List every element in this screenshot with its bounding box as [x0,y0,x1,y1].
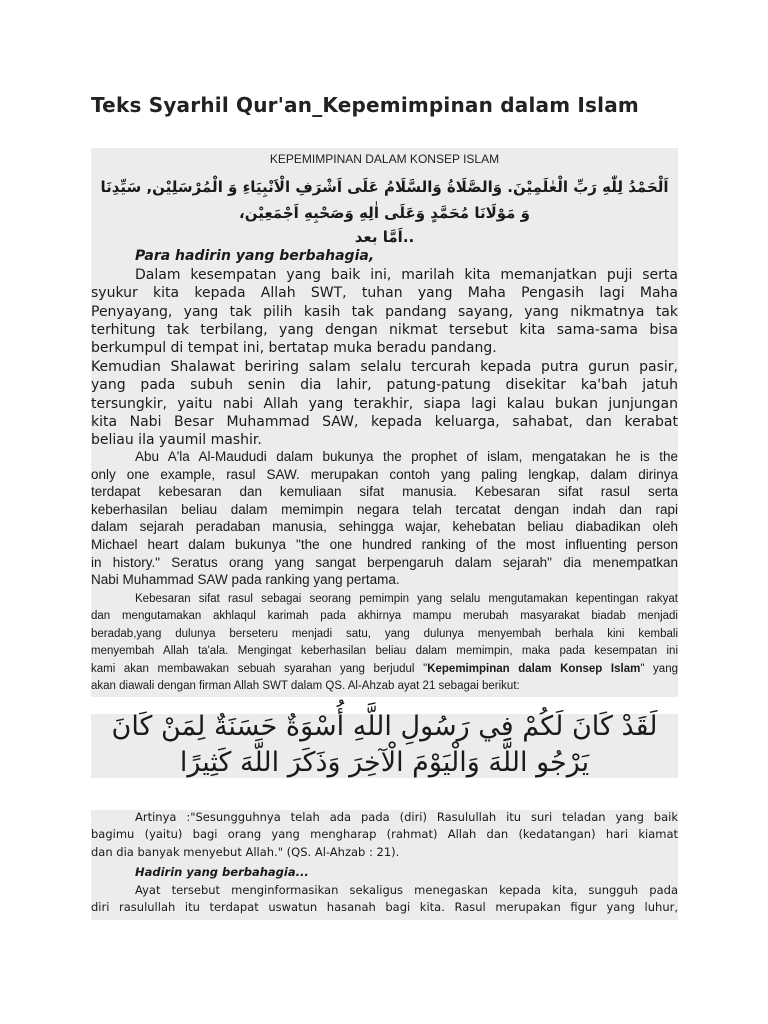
text-line: menyembah Allah ta'ala. Mengingat keberhasilan beliau dalam memimpin, maka pada kesempatan ini [91,645,678,658]
text-line: berkumpul di tempat ini, bertatap muka beradu pandang. [91,340,497,357]
document-title: Teks Syarhil Qur'an_Kepemimpinan dalam Islam [91,93,639,117]
paragraph-ayat [91,882,678,917]
quran-verse-line-1: لَقَدْ كَانَ لَكُمْ فِي رَسُولِ اللَّهِ أُسْوَةٌ حَسَنَةٌ لِمَنْ كَانَ [111,711,658,742]
quran-verse-block [91,711,678,778]
text-line: dalam sejarah peradaban manusia, sehingga wajar, kehebatan beliau diabadikan oleh [91,519,678,535]
text-line: beradab,yang dulunya berseteru menjadi satu, yang dulunya menyembah berhala kini kembali [91,627,678,640]
paragraph-opening [91,266,678,357]
text-line: tersungkir, yaitu nabi Allah yang terakhir, siapa lagi kalau bukan junjungan [91,395,678,412]
text-line: Nabi Muhammad SAW pada ranking yang pertama. [91,572,400,588]
speech-title: Kepemimpinan dalam Konsep Islam [427,662,641,675]
text-fragment: kami akan membawakan sebuah syarahan yang berjudul " [91,662,428,675]
text-line: Artinya :"Sesungguhnya telah ada pada (diri) Rasulullah itu suri teladan yang baik [135,810,678,824]
text-line: bagimu (yaitu) bagi orang yang mengharap (rahmat) Allah dan (kedatangan) hari kiamat [91,827,678,842]
quran-verse-line-2: يَرْجُو اللَّهَ وَالْيَوْمَ الْآخِرَ وَذَكَرَ اللَّهَ كَثِيرًا [179,747,590,778]
text-line: Kebesaran sifat rasul sebagai seorang pemimpin yang selalu mengutamakan kepentingan rakyat [135,593,678,605]
verse-translation [91,809,678,861]
text-fragment: " yang [640,662,678,675]
text-line [91,661,678,678]
text-line: Abu A'la Al-Maududi dalam bukunya the prophet of islam, mengatakan he is the [135,449,678,464]
text-line: terhitung tak terbilang, yang dengan nikmat tersebut kita sama-sama bisa [91,321,678,338]
text-line: in history." Seratus orang yang sangat berpengaruh dalam sejarah" dia menempatkan [91,554,678,570]
text-line: terdapat kebesaran dan kemuliaan sifat manusia. Kebesaran sifat rasul serta [91,484,678,500]
section-heading: KEPEMIMPINAN DALAM KONSEP ISLAM [269,152,500,166]
text-line: dan mengutamakan akhlaqul karimah pada akhirnya mampu merubah masyarakat biadab menjadi [91,610,678,623]
text-line: beliau ila yaumil mashir. [91,432,262,449]
text-line: yang pada subuh senin dia lahir, patung-patung disekitar ka'bah jatuh [91,377,678,394]
text-line: keberhasilan beliau dalam memimpin negara telah tercatat dengan indah dan rapi [91,501,678,517]
arabic-opening-line-3: ..اَمَّا بعد [354,228,415,246]
text-line: Dalam kesempatan yang baik ini, marilah kita memanjatkan puji serta [135,267,678,283]
greeting: Para hadirin yang berbahagia, [135,248,375,264]
text-line: dan dia banyak menyebut Allah." (QS. Al-Ahzab : 21). [91,844,400,859]
speech-block [91,148,678,697]
text-line: syukur kita kepada Allah SWT, tuhan yang Maha Pengasih lagi Maha [91,285,678,302]
text-line: kita Nabi Besar Muhammad SAW, kepada keluarga, sahabat, dan kerabat [91,413,678,430]
text-line: Ayat tersebut menginformasikan sekaligus menegaskan kepada kita, sungguh pada [135,883,678,897]
text-line: only one example, rasul SAW. merupakan contoh yang paling lengkap, dalam dirinya [91,466,678,482]
text-line: akan diawali dengan firman Allah SWT dalam QS. Al-Ahzab ayat 21 sebagai berikut: [91,680,520,693]
arabic-opening-line-1: اَلْحَمْدُ لِلّٰهِ رَبِّ الْعٰلَمِيْنَ. وَالصَّلَاةُ وَالسَّلَامُ عَلَى اَشْرَفِ الْاَنْبِيَاءِ وَ الْمُرْسَلِيْن, سَيِّدِنَا [100,178,669,196]
paragraph-kebesaran [91,591,678,695]
paragraph-shalawat [91,358,678,449]
greeting-2: Hadirin yang berbahagia... [135,865,309,879]
text-line: Kemudian Shalawat beriring salam selalu tercurah kepada putra gurun pasir, [91,359,678,375]
text-line: Michael heart dalam bukunya "the one hundred ranking of the most influenting person [91,536,678,552]
translation-block [91,810,678,920]
paragraph-maududi [91,448,678,589]
text-line: diri rasulullah itu terdapat uswatun hasanah bagi kita. Rasul merupakan figur yang luhur, [91,900,678,915]
text-line: Penyayang, yang tak pilih kasih tak pandang sayang, yang nikmatnya tak [91,303,678,320]
arabic-opening-line-2: وَ مَوْلَانَا مُحَمَّدٍ وَعَلَى اٰلِهِ وَصَحْبِهِ اَجْمَعِيْن، [239,204,530,222]
